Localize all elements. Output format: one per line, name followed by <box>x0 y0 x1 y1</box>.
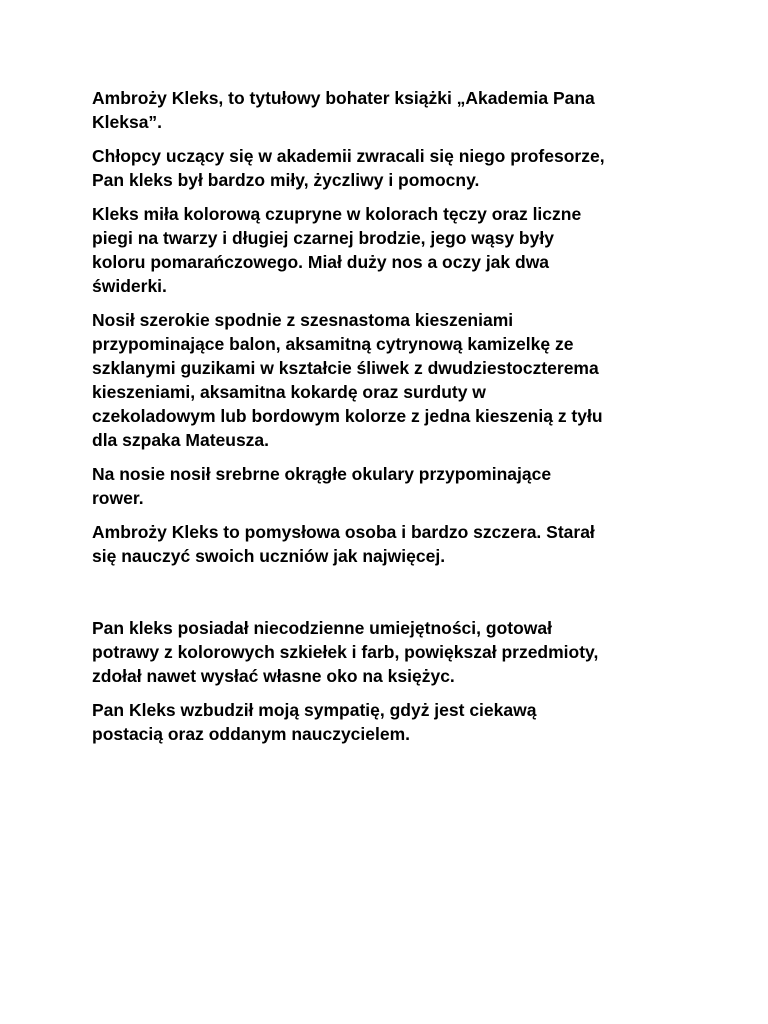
document-body <box>92 86 692 756</box>
paragraph-intro: Ambroży Kleks, to tytułowy bohater książki „Akademia Pana Kleksa”. <box>92 88 595 132</box>
paragraph-skills: Pan kleks posiadał niecodzienne umiejętności, gotował potrawy z kolorowych szkiełek i farb, powiększał przedmioty, zdołał nawet wysłać własne oko na księżyc. <box>92 618 599 686</box>
paragraph-students: Chłopcy uczący się w akademii zwracali się niego profesorze, Pan kleks był bardzo miły, życzliwy i pomocny. <box>92 146 605 190</box>
paragraph-conclusion: Pan Kleks wzbudził moją sympatię, gdyż jest ciekawą postacią oraz oddanym nauczycielem. <box>92 700 537 744</box>
paragraph-clothing: Nosił szerokie spodnie z szesnastoma kieszeniami przypominające balon, aksamitną cytrynową kamizelkę ze szklanymi guzikami w kształcie śliwek z dwudziestoczterema kieszeniami, aksamitna kokardę oraz surduty w czekoladowym lub bordowym kolorze z jedna kieszenią z tyłu dla szpaka Mateusza. <box>92 310 603 450</box>
paragraph-appearance: Kleks miła kolorową czupryne w kolorach tęczy oraz liczne piegi na twarzy i długiej czarnej brodzie, jego wąsy były koloru pomarańczowego. Miał duży nos a oczy jak dwa świderki. <box>92 204 582 296</box>
paragraph-character: Ambroży Kleks to pomysłowa osoba i bardzo szczera. Starał się nauczyć swoich uczniów jak najwięcej. <box>92 522 595 566</box>
blank-line <box>92 578 692 616</box>
paragraph-glasses: Na nosie nosił srebrne okrągłe okulary przypominające rower. <box>92 464 552 508</box>
